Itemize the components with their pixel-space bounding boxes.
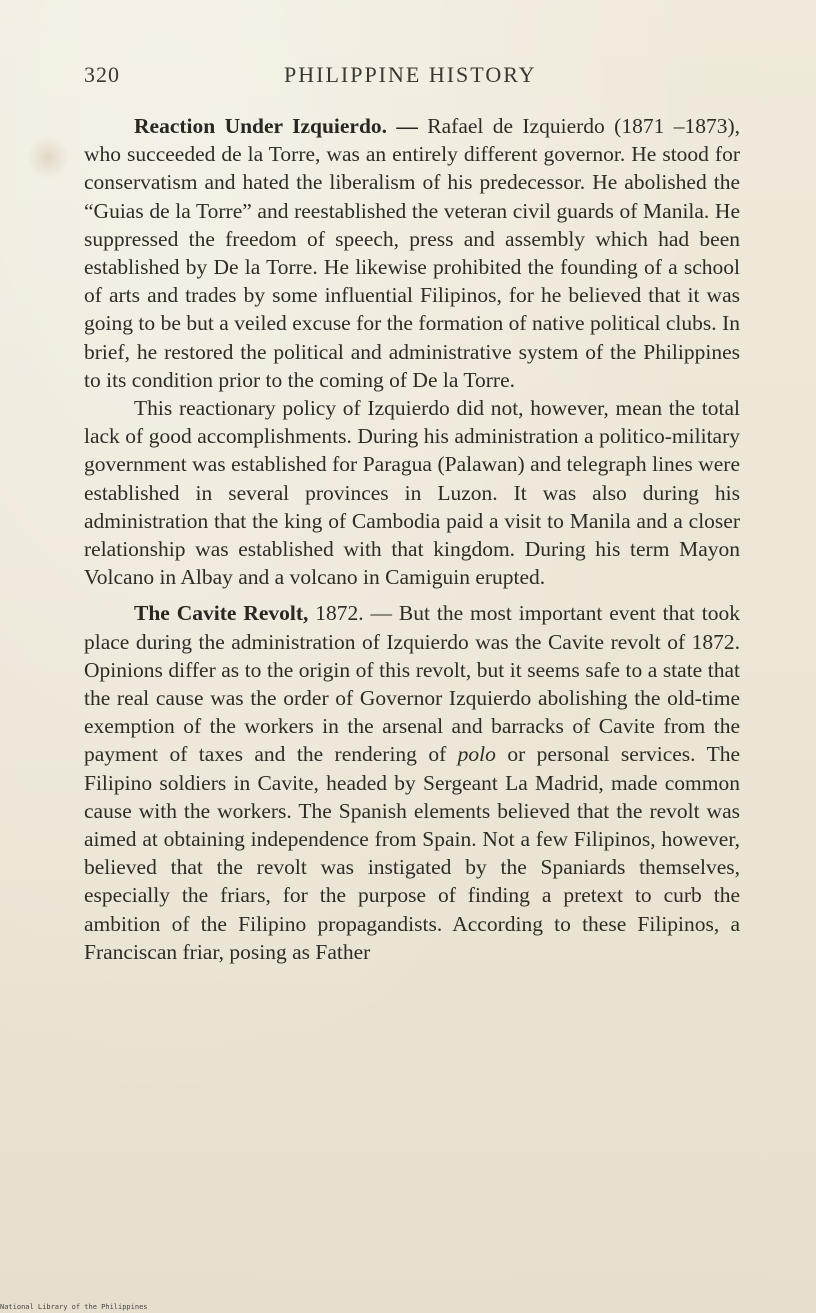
page-header bbox=[84, 62, 740, 96]
paragraph-text: Rafael de Izquierdo (1871 –1873), who succeeded de la Torre, was an entirely different governor. He stood for conservatism and hated the liberalism of his predecessor. He abolished the “Guias de la Torre” and reestablished the veteran civil guards of Manila. He suppressed the freedom of speech, press and assembly which had been established by De la Torre. He likewise prohibited the founding of a school of arts and trades by some influential Filipinos, for he believed that it was going to be but a veiled excuse for the formation of native political clubs. In brief, he restored the political and administrative system of the Philippines to its condition prior to the coming of De la Torre. bbox=[84, 114, 740, 392]
italic-term: polo bbox=[457, 742, 496, 767]
section-heading: The Cavite Revolt, bbox=[134, 601, 309, 626]
paragraph-text: — But the most important event that took place during the administration of Izquierdo was the Cavite revolt of 1872. Opinions differ as to the origin of this revolt, but it seems safe to a state that the real cause was the order of Governor Izquierdo abolishing the old-time exemption of the workers in the arsenal and barracks of Cavite from the payment of taxes and the rendering of bbox=[84, 601, 740, 767]
page-number: 320 bbox=[84, 62, 120, 87]
library-credit: National Library of the Philippines bbox=[0, 1303, 148, 1311]
body-text bbox=[84, 112, 740, 966]
paragraph-cavite-revolt bbox=[84, 599, 740, 966]
section-heading-year: 1872. bbox=[308, 601, 364, 626]
running-head: PHILIPPINE HISTORY bbox=[284, 62, 537, 87]
paragraph-reaction-under-izquierdo bbox=[84, 112, 740, 394]
paragraph-text: or personal services. The Filipino soldiers in Cavite, headed by Sergeant La Madrid, made common cause with the workers. The Spanish elements believed that the revolt was aimed at obtaining independence from Spain. Not a few Filipinos, however, believed that the revolt was instigated by the Spaniards themselves, especially the friars, for the purpose of finding a pretext to curb the ambition of the Filipino propagandists. According to these Filipinos, a Franciscan friar, posing as Father bbox=[84, 742, 740, 964]
section-heading: Reaction Under Izquierdo. — bbox=[134, 114, 418, 138]
paragraph-text: This reactionary policy of Izquierdo did not, however, mean the total lack of good accomplishments. During his administration a politico-military government was established for Paragua (Palawan) and telegraph lines were established in several provinces in Luzon. It was also during his administration that the king of Cambodia paid a visit to Manila and a closer relationship was established with that kingdom. During his term Mayon Volcano in Albay and a volcano in Camiguin erupted. bbox=[84, 396, 740, 590]
paper-stain bbox=[28, 135, 68, 180]
paragraph-reactionary-policy bbox=[84, 394, 740, 591]
